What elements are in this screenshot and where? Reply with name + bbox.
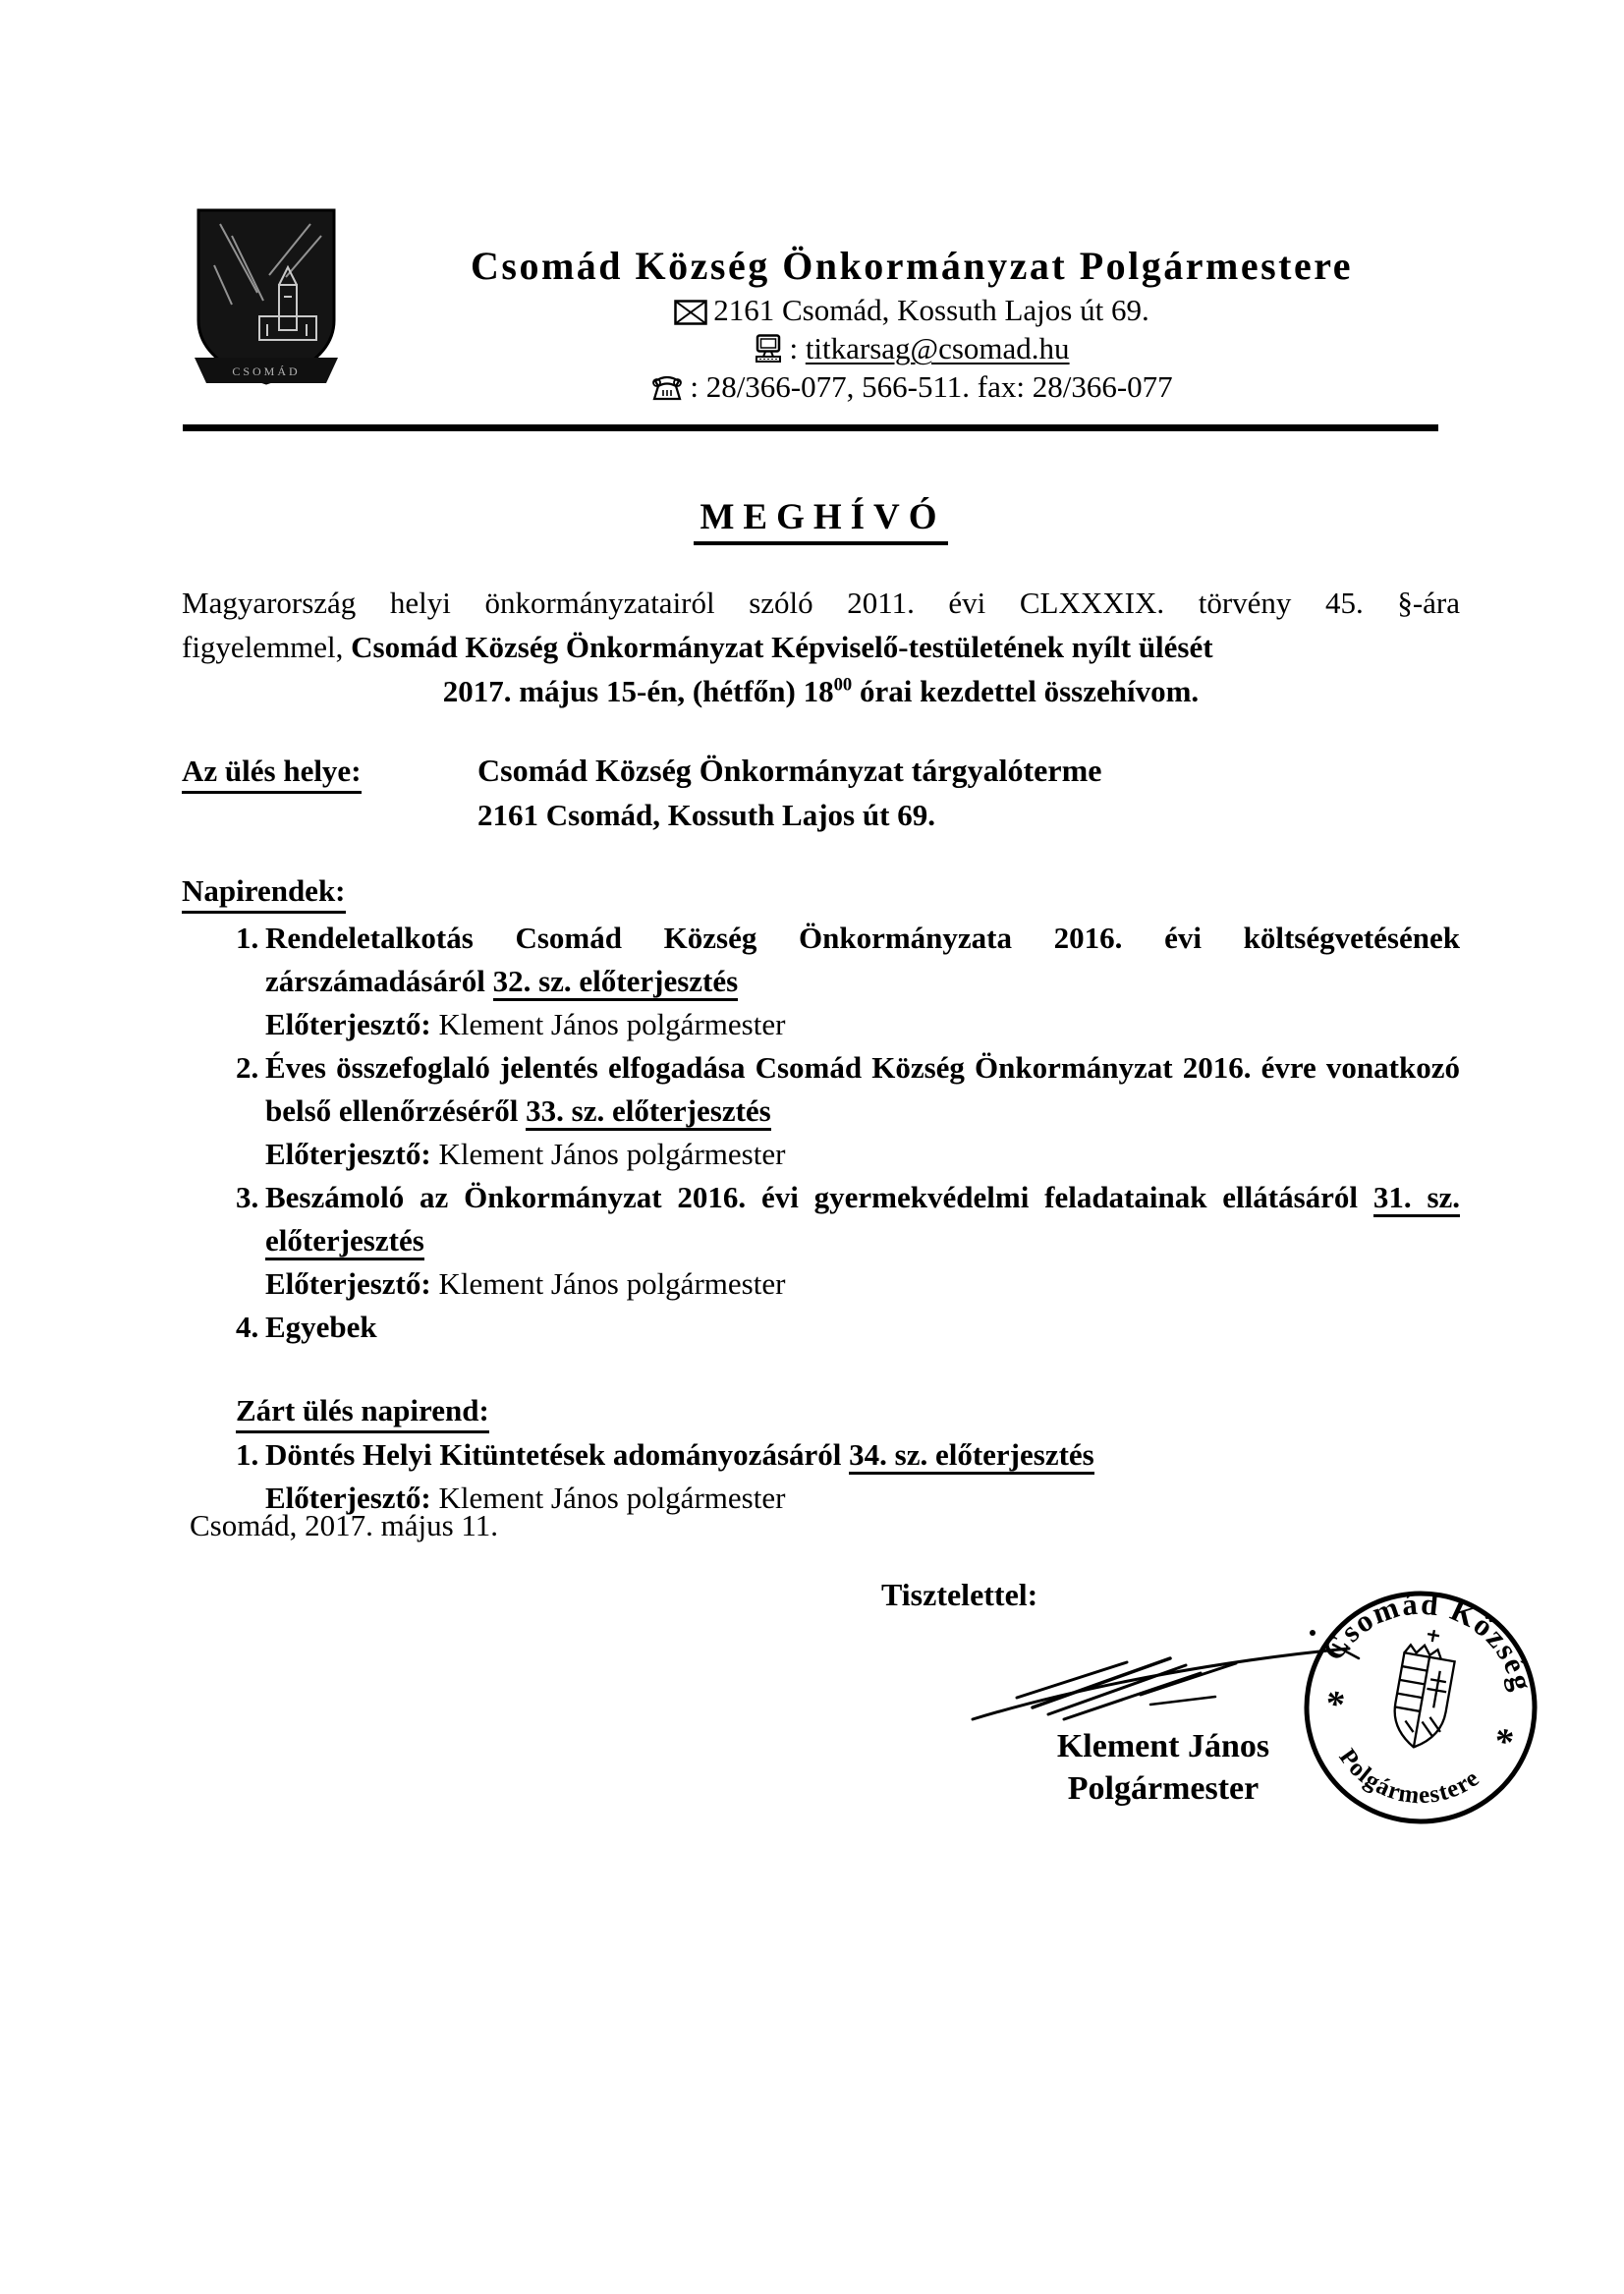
proposal-ref: 32. sz. előterjesztés [493, 964, 739, 1001]
item-number: 1. [236, 1437, 259, 1472]
document-body [182, 496, 1460, 1520]
intro-line-3 [182, 669, 1460, 713]
telephone-icon [650, 373, 684, 402]
phone-numbers: 28/366-077, 566-511. fax: 28/366-077 [705, 369, 1173, 404]
envelope-icon [674, 300, 707, 325]
intro-paragraph [182, 581, 1460, 713]
venue-address: 2161 Csomád, Kossuth Lajos út 69. [477, 798, 935, 832]
intro-line-1: Magyarország helyi önkormányzatairól szóló 2011. évi CLXXXIX. törvény 45. §-ára [182, 586, 1460, 620]
svg-text:Csomád Község [1313, 1584, 1544, 1701]
logo-banner-text: CSOMÁD [232, 364, 301, 378]
agenda-heading-wrap [182, 868, 1460, 914]
intro-line-2-bold: Csomád Község Önkormányzat Képviselő-testületének nyílt ülését [351, 630, 1213, 664]
venue-block [182, 749, 1460, 837]
salutation: Tisztelettel: [881, 1577, 1038, 1612]
signer-block [1016, 1725, 1311, 1810]
email-line-wrap [350, 329, 1474, 367]
venue-details [477, 749, 1101, 837]
item-number: 1. [236, 921, 259, 955]
email-separator: : [789, 331, 799, 365]
meeting-time-superscript: 00 [833, 674, 853, 696]
letterhead-divider [183, 424, 1438, 431]
item-text: Rendeletalkotás Csomád Község Önkormányzata 2016. évi költségvetésének zárszámadásáról 32. sz. előterjesztés [265, 917, 1460, 1003]
phone-line-wrap [350, 367, 1474, 406]
intro-line-2 [182, 625, 1460, 669]
computer-icon [754, 334, 783, 364]
stamp-coat-of-arms [1388, 1626, 1459, 1752]
meeting-datetime-tail: órai kezdettel összehívom. [859, 674, 1200, 708]
proposal-ref: 34. sz. előterjesztés [849, 1437, 1094, 1475]
item-number: 3. [236, 1180, 259, 1214]
stamp-bottom-text: Polgármestere [1333, 1744, 1485, 1810]
agenda-item-1 [182, 917, 1460, 1046]
proposal-ref: 31. sz. előterjesztés [265, 1180, 1460, 1260]
address-line-wrap [350, 291, 1474, 329]
agenda-item-3 [182, 1176, 1460, 1306]
stamp-left-star: * [1321, 1682, 1348, 1727]
closed-session-heading: Zárt ülés napirend: [236, 1393, 489, 1433]
org-title: Csomád Község Önkormányzat Polgármestere [470, 244, 1353, 288]
signer-title: Polgármester [1067, 1770, 1260, 1807]
closed-session-heading-wrap [236, 1388, 1460, 1433]
dateline: Csomád, 2017. május 11. [190, 1508, 499, 1542]
item-text: Éves összefoglaló jelentés elfogadása Csomád Község Önkormányzat 2016. évre vonatkozó belső ellenőrzéséről 33. sz. előterjesztés [265, 1046, 1460, 1133]
presenter-line: Előterjesztő: Klement János polgármester [265, 1007, 786, 1041]
agenda-heading: Napirendek: [182, 873, 346, 914]
presenter-line: Előterjesztő: Klement János polgármester [265, 1137, 786, 1171]
address-line: 2161 Csomád, Kossuth Lajos út 69. [713, 293, 1149, 327]
phone-separator: : [690, 369, 699, 404]
municipality-coat-of-arms-logo [193, 206, 340, 403]
stamp-right-star: * [1490, 1719, 1517, 1764]
item-text: Egyebek [265, 1310, 377, 1344]
proposal-ref: 33. sz. előterjesztés [526, 1093, 771, 1131]
document-title: MEGHÍVÓ [694, 498, 947, 545]
closed-session-item-1 [182, 1433, 1460, 1520]
official-round-stamp [1297, 1584, 1544, 1831]
letterhead [350, 242, 1474, 406]
presenter-line: Előterjesztő: Klement János polgármester [265, 1266, 786, 1301]
signer-name: Klement János [1056, 1728, 1270, 1764]
venue-name: Csomád Község Önkormányzat tárgyalóterme [477, 753, 1102, 788]
meeting-datetime: 2017. május 15-én, (hétfőn) 18 [442, 674, 834, 708]
item-text: Döntés Helyi Kitüntetések adományozásáról 34. sz. előterjesztés [265, 1433, 1460, 1477]
item-number: 2. [236, 1050, 259, 1085]
intro-line-2-regular: figyelemmel, [182, 630, 344, 664]
svg-text:Polgármestere [1327, 1741, 1487, 1820]
item-text: Beszámoló az Önkormányzat 2016. évi gyermekvédelmi feladatainak ellátásáról 31. sz. előterjesztés [265, 1176, 1460, 1262]
email-address[interactable]: titkarsag@csomad.hu [805, 331, 1070, 365]
stamp-top-text: Csomád Község [1316, 1586, 1540, 1696]
agenda-item-4 [182, 1306, 1460, 1349]
agenda-item-2 [182, 1046, 1460, 1176]
agenda-list [182, 917, 1460, 1520]
venue-label: Az ülés helye: [182, 749, 477, 837]
presenter-line: Előterjesztő: Klement János polgármester [265, 1481, 786, 1515]
item-number: 4. [236, 1310, 259, 1344]
